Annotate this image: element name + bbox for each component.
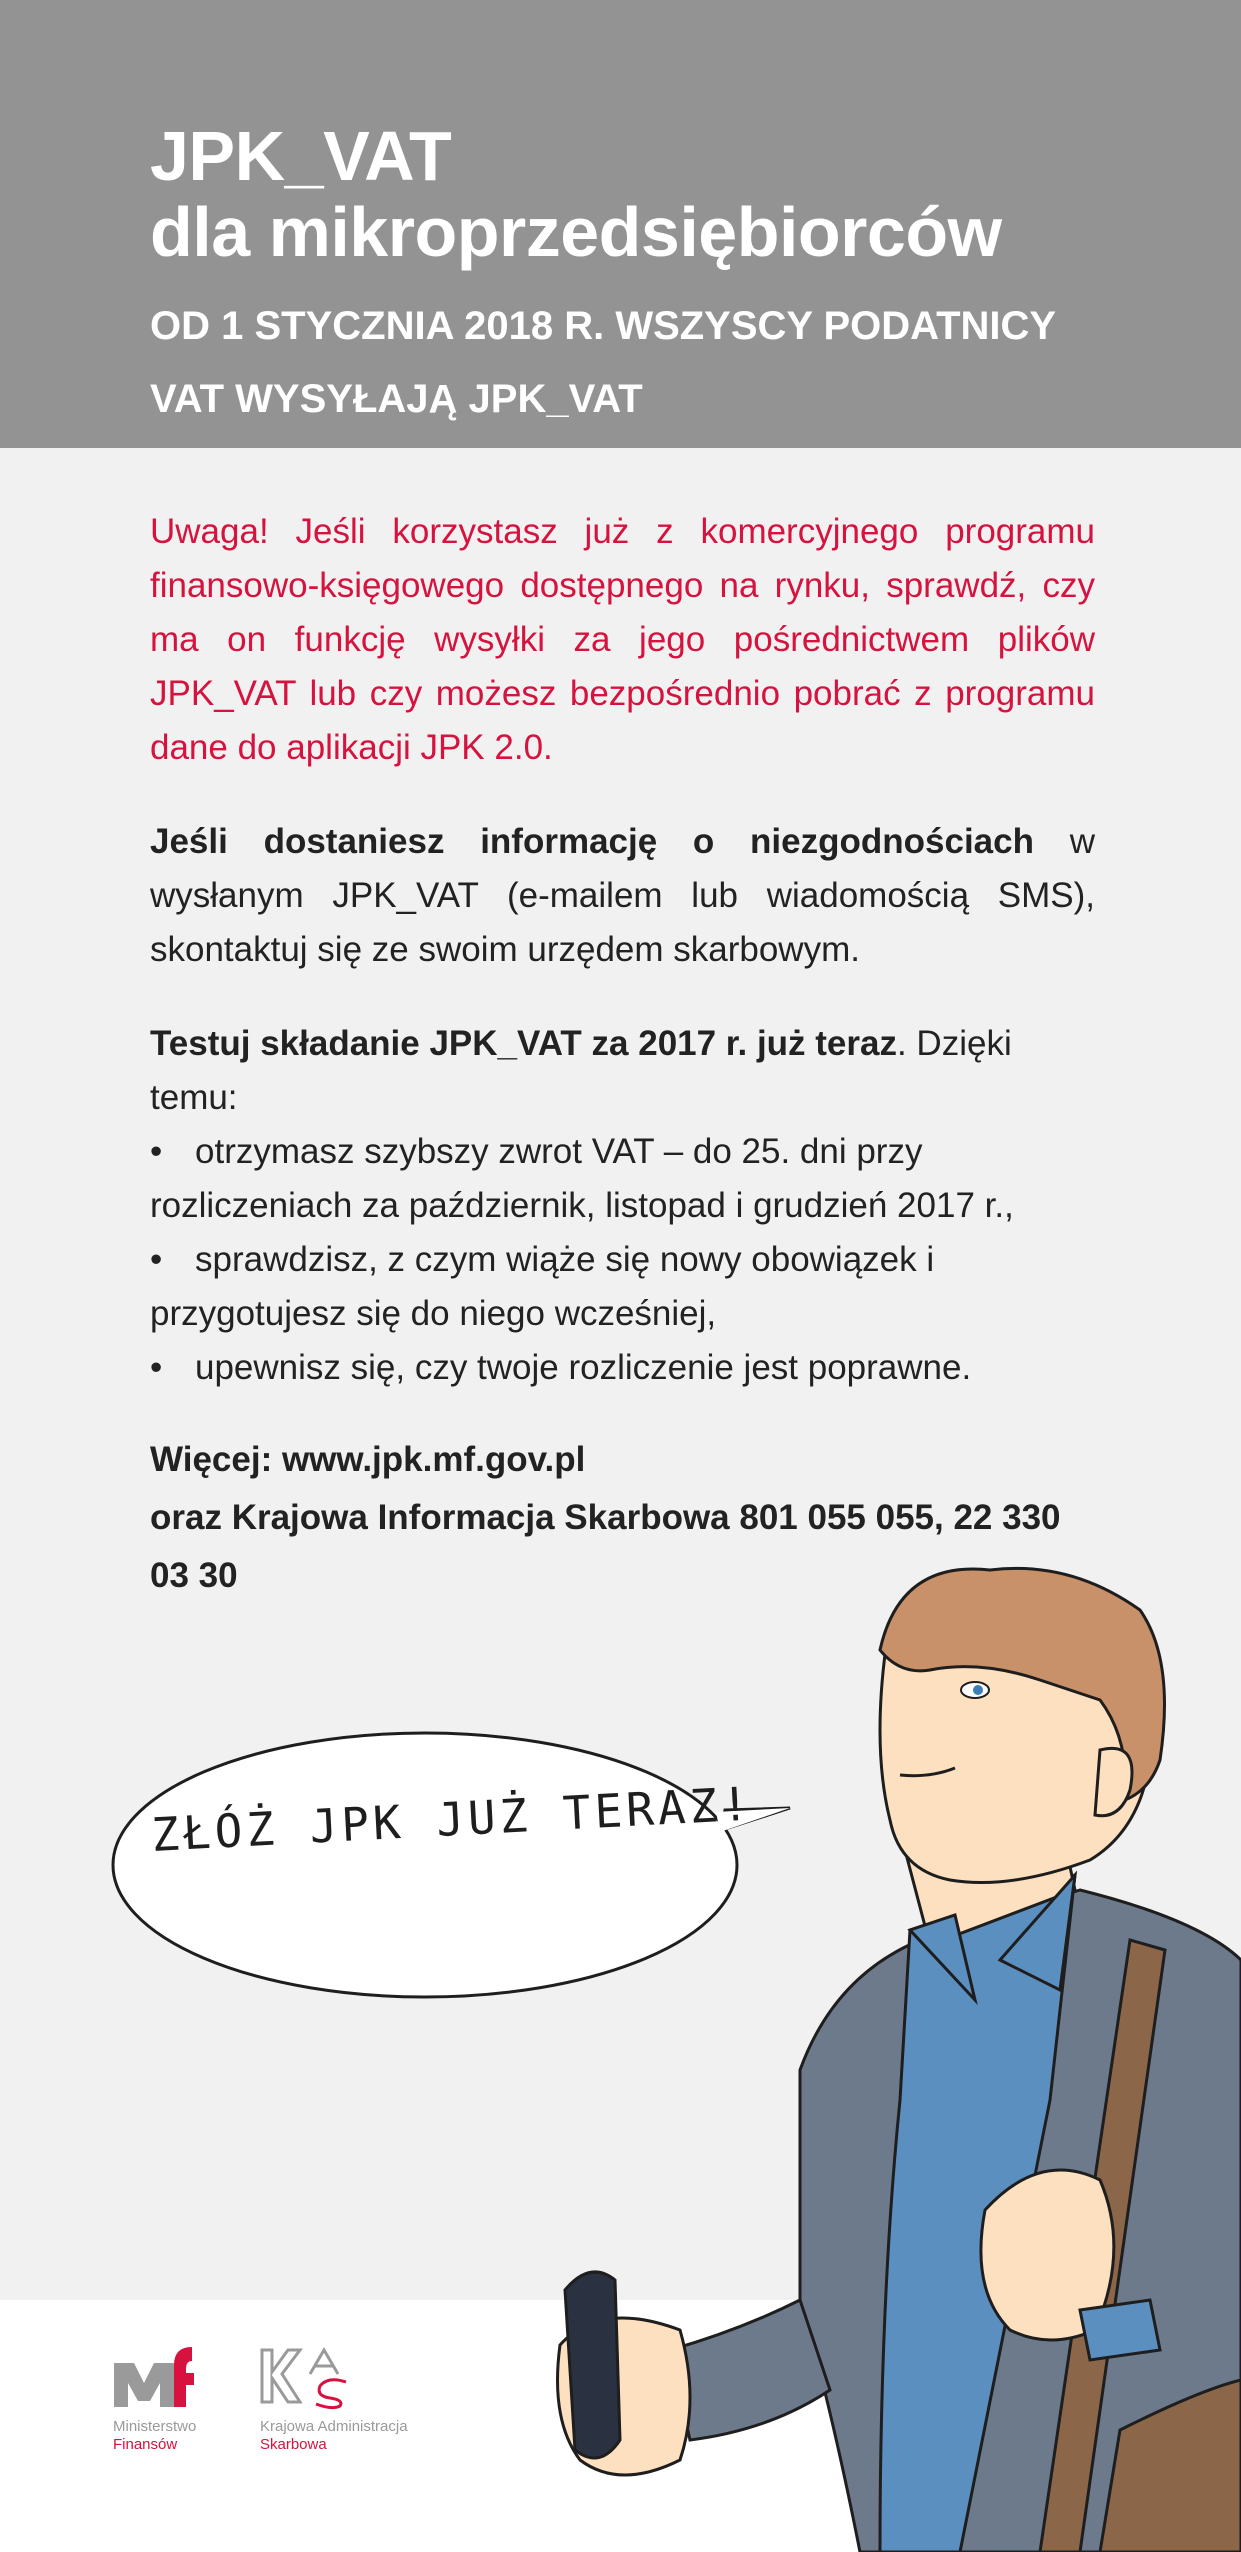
list-item: • upewnisz się, czy twoje rozliczenie jest poprawne. bbox=[150, 1341, 1095, 1395]
warning-paragraph: Uwaga! Jeśli korzystasz już z komercyjnego programu finansowo-księgowego dostępnego na rynku, sprawdź, czy ma on funkcję wysyłki za jego pośrednictwem plików JPK_VAT lub czy możesz bezpośrednio pobrać z programu dane do aplikacji JPK 2.0. bbox=[150, 512, 1095, 767]
list-item: • sprawdzisz, z czym wiąże się nowy obowiązek i przygotujesz się do niego wcześniej, bbox=[150, 1233, 1095, 1341]
speech-bubble-text: ZŁÓŻ JPK JUŻ TERAZ! bbox=[150, 1776, 755, 1862]
phone-icon bbox=[565, 2272, 620, 2458]
bullet-icon: • bbox=[150, 1132, 163, 1171]
discrepancy-paragraph: Jeśli dostaniesz informację o niezgodnościach w wysłanym JPK_VAT (e-mailem lub wiadomością SMS), skontaktuj się ze swoim urzędem skarbowym. bbox=[150, 822, 1095, 969]
ministry-of-finance-label: Ministerstwo Finansów bbox=[113, 2418, 197, 2453]
benefits-list bbox=[150, 1125, 1095, 1395]
hotline-info: oraz Krajowa Informacja Skarbowa 801 055 055, 22 330 03 30 bbox=[150, 1498, 1061, 1595]
page-subtitle: OD 1 STYCZNIA 2018 R. WSZYSCY PODATNICY VAT WYSYŁAJĄ JPK_VAT bbox=[150, 304, 1057, 421]
website-link[interactable]: Więcej: www.jpk.mf.gov.pl bbox=[150, 1440, 586, 1479]
main-content bbox=[150, 505, 1095, 1605]
list-item: • otrzymasz szybszy zwrot VAT – do 25. dni przy rozliczeniach za październik, listopad i grudzień 2017 r., bbox=[150, 1125, 1095, 1233]
page-title: JPK_VAT dla mikroprzedsiębiorców bbox=[150, 117, 1002, 271]
test-paragraph: Testuj składanie JPK_VAT za 2017 r. już teraz. Dzięki temu: bbox=[150, 1024, 1012, 1117]
bullet-icon: • bbox=[150, 1348, 163, 1387]
bullet-icon: • bbox=[150, 1240, 163, 1279]
kas-logo bbox=[258, 2340, 353, 2410]
kas-label: Krajowa Administracja Skarbowa bbox=[260, 2418, 408, 2453]
header-banner bbox=[0, 0, 1241, 448]
speech-bubble bbox=[113, 1733, 737, 1997]
ministry-of-finance-logo bbox=[112, 2343, 222, 2409]
